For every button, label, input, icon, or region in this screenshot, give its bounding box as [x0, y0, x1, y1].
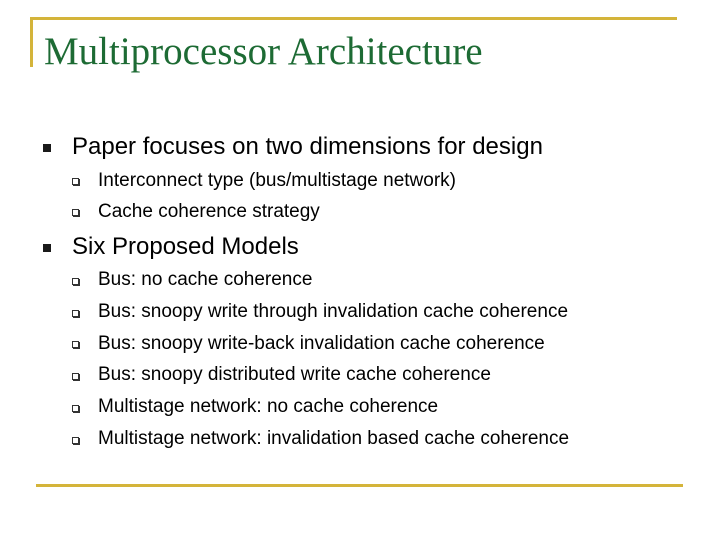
- sub-bullet-item: Bus: no cache coherence: [98, 269, 313, 290]
- sub-bullet-item: Multistage network: invalidation based cache coherence: [98, 428, 570, 449]
- hollow-square-bullet-icon: [72, 437, 79, 444]
- slide-title: Multiprocessor Architecture: [44, 30, 483, 73]
- frame-bottom-rule: [36, 484, 683, 487]
- sub-bullet-item: Interconnect type (bus/multistage network): [98, 170, 457, 191]
- sub-bullet-item: Cache coherence strategy: [98, 201, 320, 222]
- bullet-item: Six Proposed Models: [72, 233, 299, 260]
- hollow-square-bullet-icon: [72, 373, 79, 380]
- bullet-item: Paper focuses on two dimensions for design: [72, 133, 543, 160]
- hollow-square-bullet-icon: [72, 310, 79, 317]
- sub-bullet-item: Bus: snoopy distributed write cache coherence: [98, 364, 491, 385]
- hollow-square-bullet-icon: [72, 405, 79, 412]
- hollow-square-bullet-icon: [72, 278, 79, 285]
- filled-square-bullet-icon: [43, 144, 51, 152]
- sub-bullet-item: Multistage network: no cache coherence: [98, 396, 439, 417]
- hollow-square-bullet-icon: [72, 178, 79, 185]
- hollow-square-bullet-icon: [72, 209, 79, 216]
- hollow-square-bullet-icon: [72, 341, 79, 348]
- filled-square-bullet-icon: [43, 244, 51, 252]
- sub-bullet-item: Bus: snoopy write-back invalidation cache coherence: [98, 333, 545, 354]
- sub-bullet-item: Bus: snoopy write through invalidation cache coherence: [98, 301, 569, 322]
